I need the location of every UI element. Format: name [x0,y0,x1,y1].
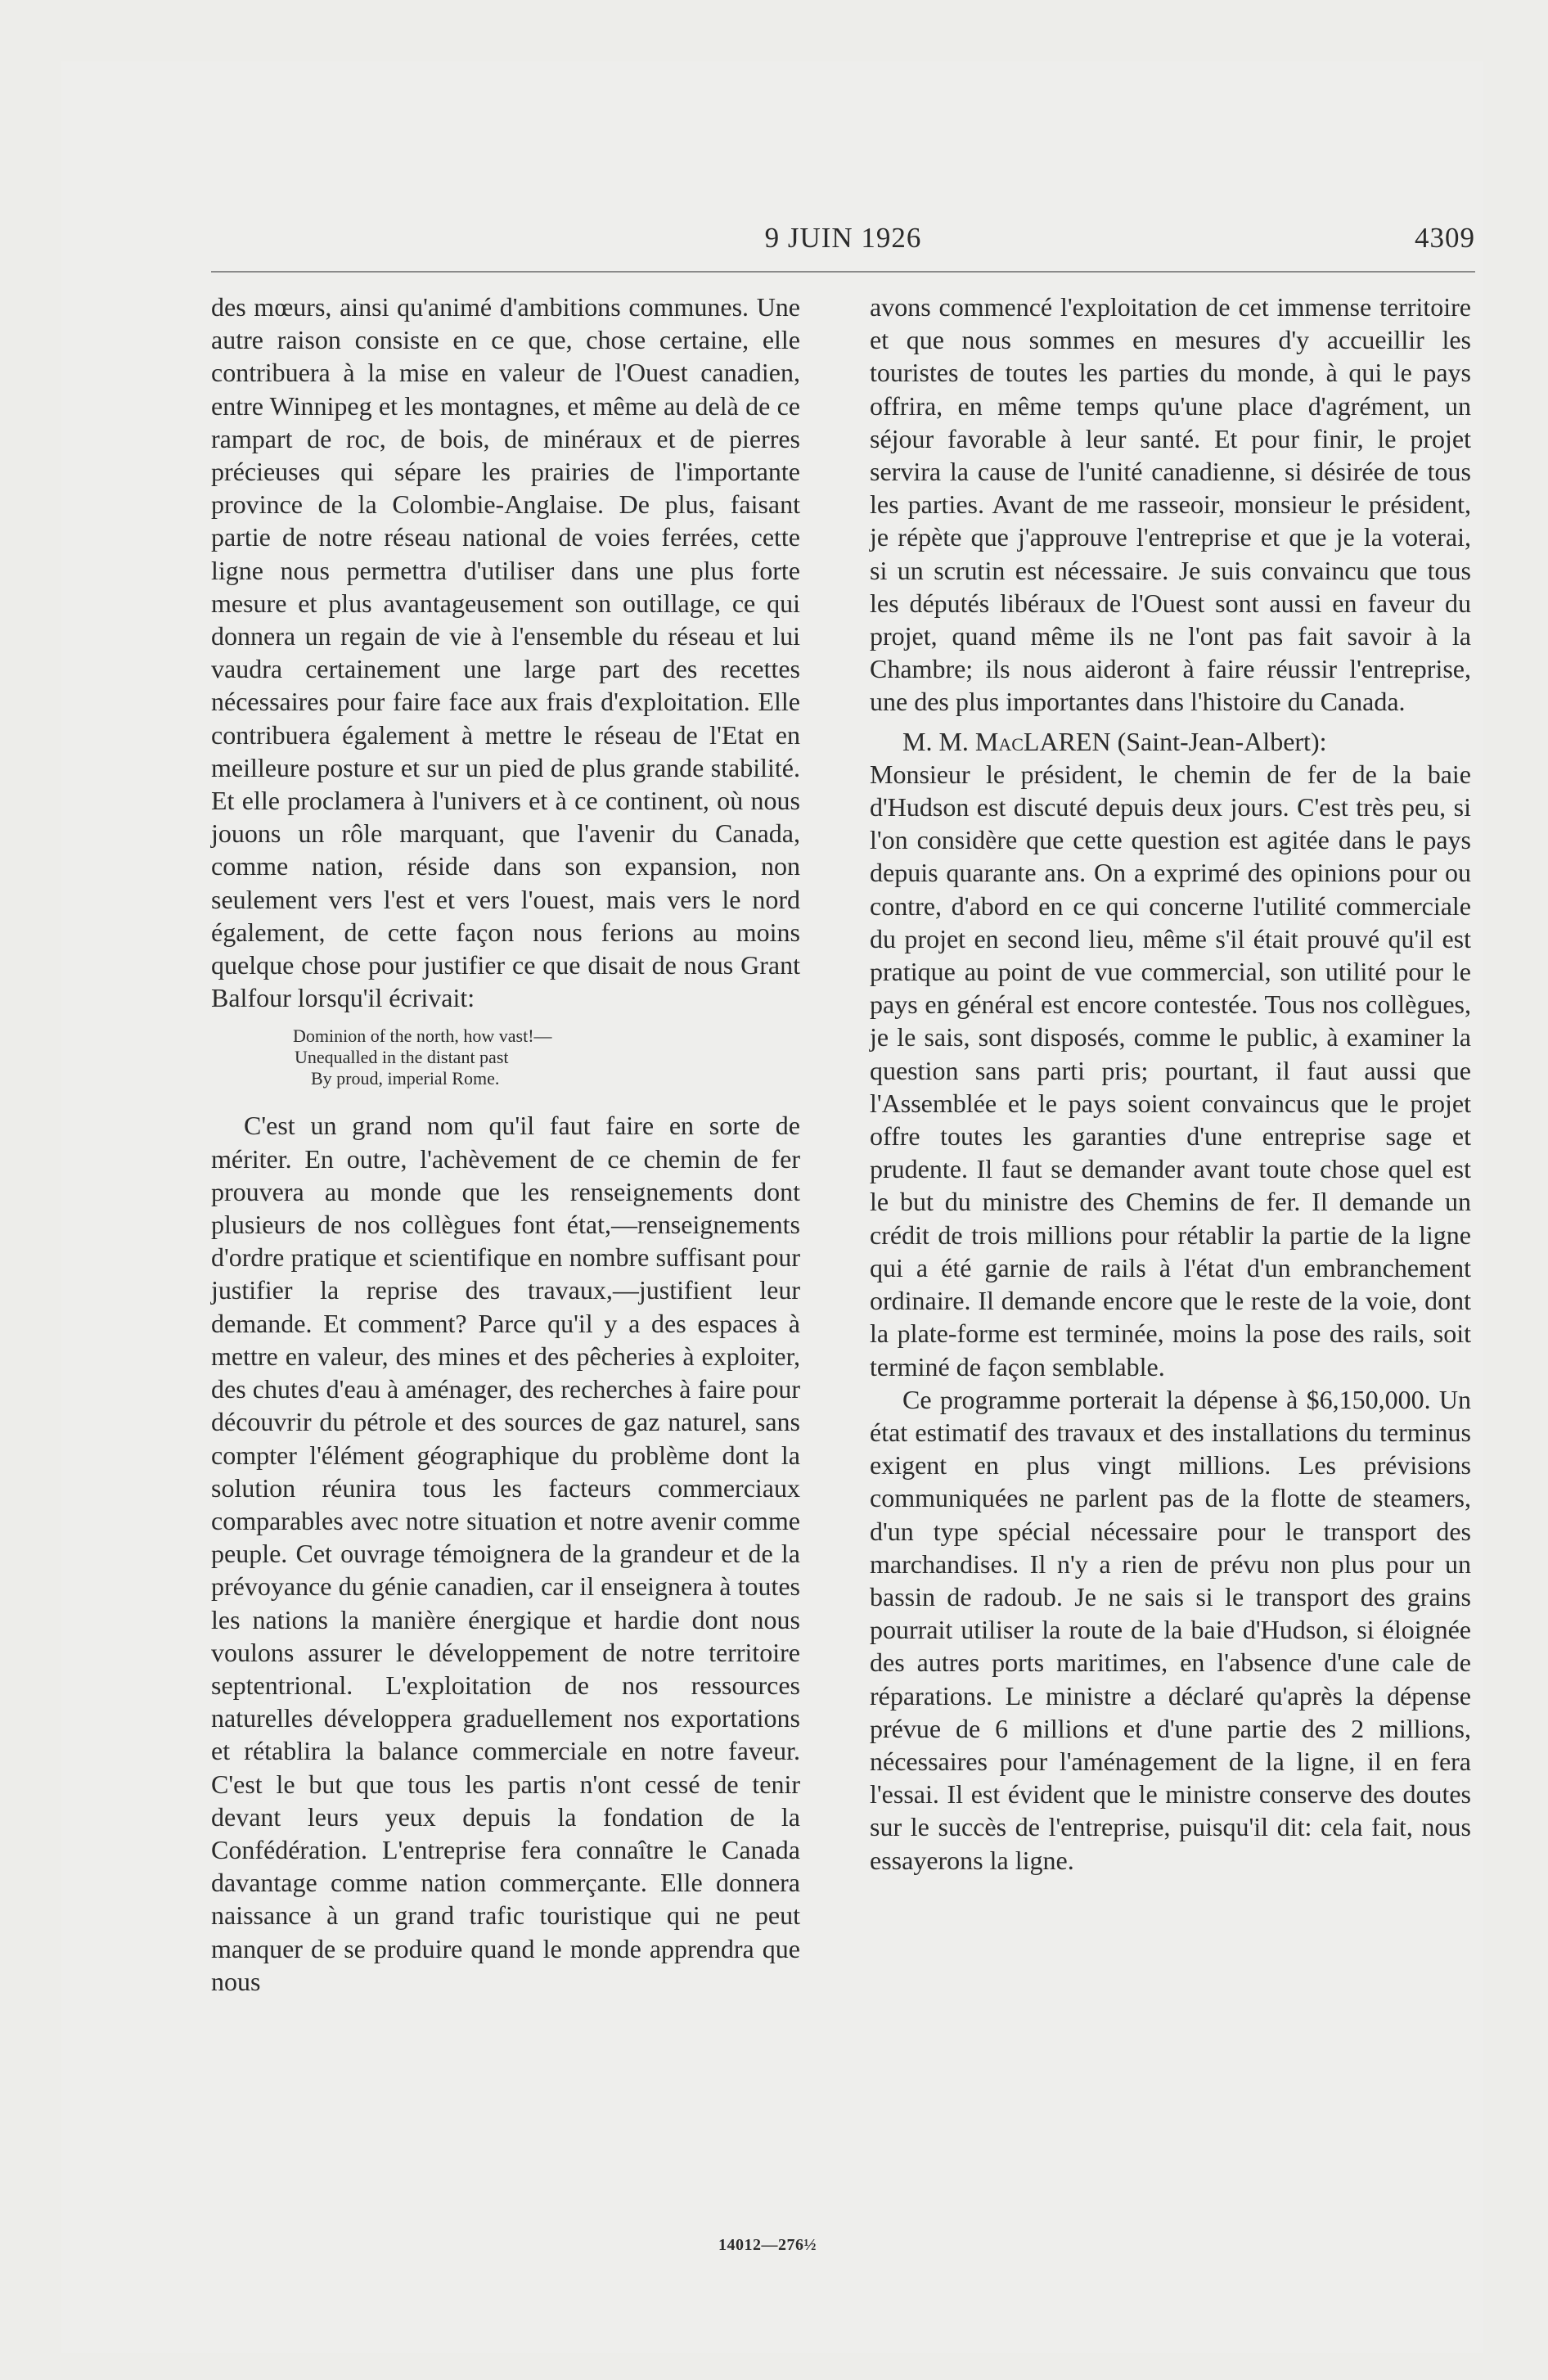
footer-code: 14012—276½ [718,2236,817,2254]
page-number: 4309 [1415,222,1475,254]
header-date: 9 JUIN 1926 [764,222,922,254]
quote-line-2: Unequalled in the distant past [295,1047,509,1068]
speaker-name: M. M. MacLAREN [902,726,1111,756]
left-column [211,291,800,1998]
right-paragraph-1: avons commencé l'exploitation de cet immense territoire et que nous sommes en mesures d'y accueillir les touristes de toutes les parties du monde, à qui le pays offrira, en même temps qu'une place d'agrément, un séjour favorable à leur santé. Et pour finir, le projet servira la cause de l'unité canadienne, si désirée de tous les parties. Avant de me rasseoir, monsieur le président, je répète que j'approuve l'entreprise et que je la voterai, si un scrutin est nécessaire. Je suis convaincu que tous les députés libéraux de l'Ouest sont aussi en faveur du projet, quand même ils ne l'ont pas fait savoir à la Chambre; ils nous aideront à faire réussir l'entreprise, une des plus importantes dans l'histoire du Canada. [870,292,1471,717]
speaker-riding: (Saint-Jean-Albert): [1110,726,1327,756]
page [61,61,1483,2353]
poem-quote [293,1025,800,1089]
quote-line-1: Dominion of the north, how vast!— [293,1025,552,1047]
right-paragraph-2: Monsieur le président, le chemin de fer de la baie d'Hudson est discuté depuis deux jours. C'est très peu, si l'on considère que cette question est agitée dans le pays depuis quarante ans. On a exprimé des opinions pour ou contre, d'abord en ce qui concerne l'utilité commerciale du projet en second lieu, même s'il était prouvé qu'il est pratique au point de vue commercial, son utilité pour le pays en général est encore contestée. Tous nos collègues, je le sais, sont disposés, comme le public, à examiner la question sans parti pris; pourtant, il faut aussi que l'Assemblée et le pays soient convaincus que le projet offre toutes les garanties d'une entreprise sage et prudente. Il faut se demander avant toute chose quel est le but du ministre des Chemins de fer. Il demande un crédit de trois millions pour rétablir la partie de la ligne qui a été garnie de rails à l'état d'un embranchement ordinaire. Il demande encore que le reste de la voie, dont la plate-forme est terminée, moins la pose des rails, soit terminé de façon semblable. [870,759,1471,1382]
quote-line-3: By proud, imperial Rome. [311,1068,500,1089]
left-paragraph-2: C'est un grand nom qu'il faut faire en sorte de mériter. En outre, l'achèvement de ce chemin de fer prouvera au monde que les renseignements dont plusieurs de nos collègues font état,—renseignements d'ordre pratique et scientifique en nombre suffisant pour justifier la reprise des travaux,—justifient leur demande. Et comment? Parce qu'il y a des espaces à mettre en valeur, des mines et des pêcheries à exploiter, des chutes d'eau à aménager, des recherches à faire pour découvrir du pétrole et des sources de gaz naturel, sans compter l'élément géographique du problème dont la solution réunira tous les facteurs commerciaux comparables avec notre situation et notre avenir comme peuple. Cet ouvrage témoignera de la grandeur et de la prévoyance du génie canadien, car il enseignera à toutes les nations la manière énergique et hardie dont nous voulons assurer le développement de notre territoire septentrional. L'exploitation de nos ressources naturelles développera graduellement nos exportations et rétablira la balance commerciale en notre faveur. C'est le but que tous les partis n'ont cessé de tenir devant leurs yeux depuis la fondation de la Confédération. L'entreprise fera connaître le Canada davantage comme nation commerçante. Elle donnera naissance à un grand trafic touristique qui ne peut manquer de se produire quand le monde apprendra que nous [211,1111,800,1996]
right-paragraph-3: Ce programme porterait la dépense à $6,150,000. Un état estimatif des travaux et des installations du terminus exigent en plus vingt millions. Les prévisions communiquées ne parlent pas de la flotte de steamers, d'un type spécial nécessaire pour le transport des marchandises. Il n'y a rien de prévu non plus pour un bassin de radoub. Je ne sais si le transport des grains pourrait utiliser la route de la baie d'Hudson, si éloignée des autres ports maritimes, en l'absence d'une cale de réparations. Le ministre a déclaré qu'après la dépense prévue de 6 millions et d'une partie des 2 millions, nécessaires pour l'aménagement de la ligne, il en fera l'essai. Il est évident que le ministre conserve des doutes sur le succès de l'entreprise, puisqu'il dit: cela fait, nous essayerons la ligne. [870,1384,1471,1875]
page-content [211,160,1475,2353]
page-header [211,222,1475,261]
left-paragraph-1: des mœurs, ainsi qu'animé d'ambitions communes. Une autre raison consiste en ce que, chose certaine, elle contribuera à la mise en valeur de l'Ouest canadien, entre Winnipeg et les montagnes, et même au delà de ce rampart de roc, de bois, de minéraux et de pierres précieuses qui sépare les prairies de l'importante province de la Colombie-Anglaise. De plus, faisant partie de notre réseau national de voies ferrées, cette ligne nous permettra d'utiliser dans une plus forte mesure et plus avantageusement son outillage, ce qui donnera un regain de vie à l'ensemble du réseau et lui vaudra certainement une large part des recettes nécessaires pour faire face aux frais d'exploitation. Elle contribuera également à mettre le réseau de l'Etat en meilleure posture et sur un pied de plus grande stabilité. Et elle proclamera à l'univers et à ce continent, où nous jouons un rôle marquant, que l'avenir du Canada, comme nation, réside dans son expansion, non seulement vers l'est et vers l'ouest, mais vers le nord également, de cette façon nous ferions au moins quelque chose pour justifier ce que disait de nous Grant Balfour lorsqu'il écrivait: [211,292,800,1013]
header-rule [211,271,1475,273]
right-column [870,291,1471,1877]
speaker-heading [870,725,1471,758]
